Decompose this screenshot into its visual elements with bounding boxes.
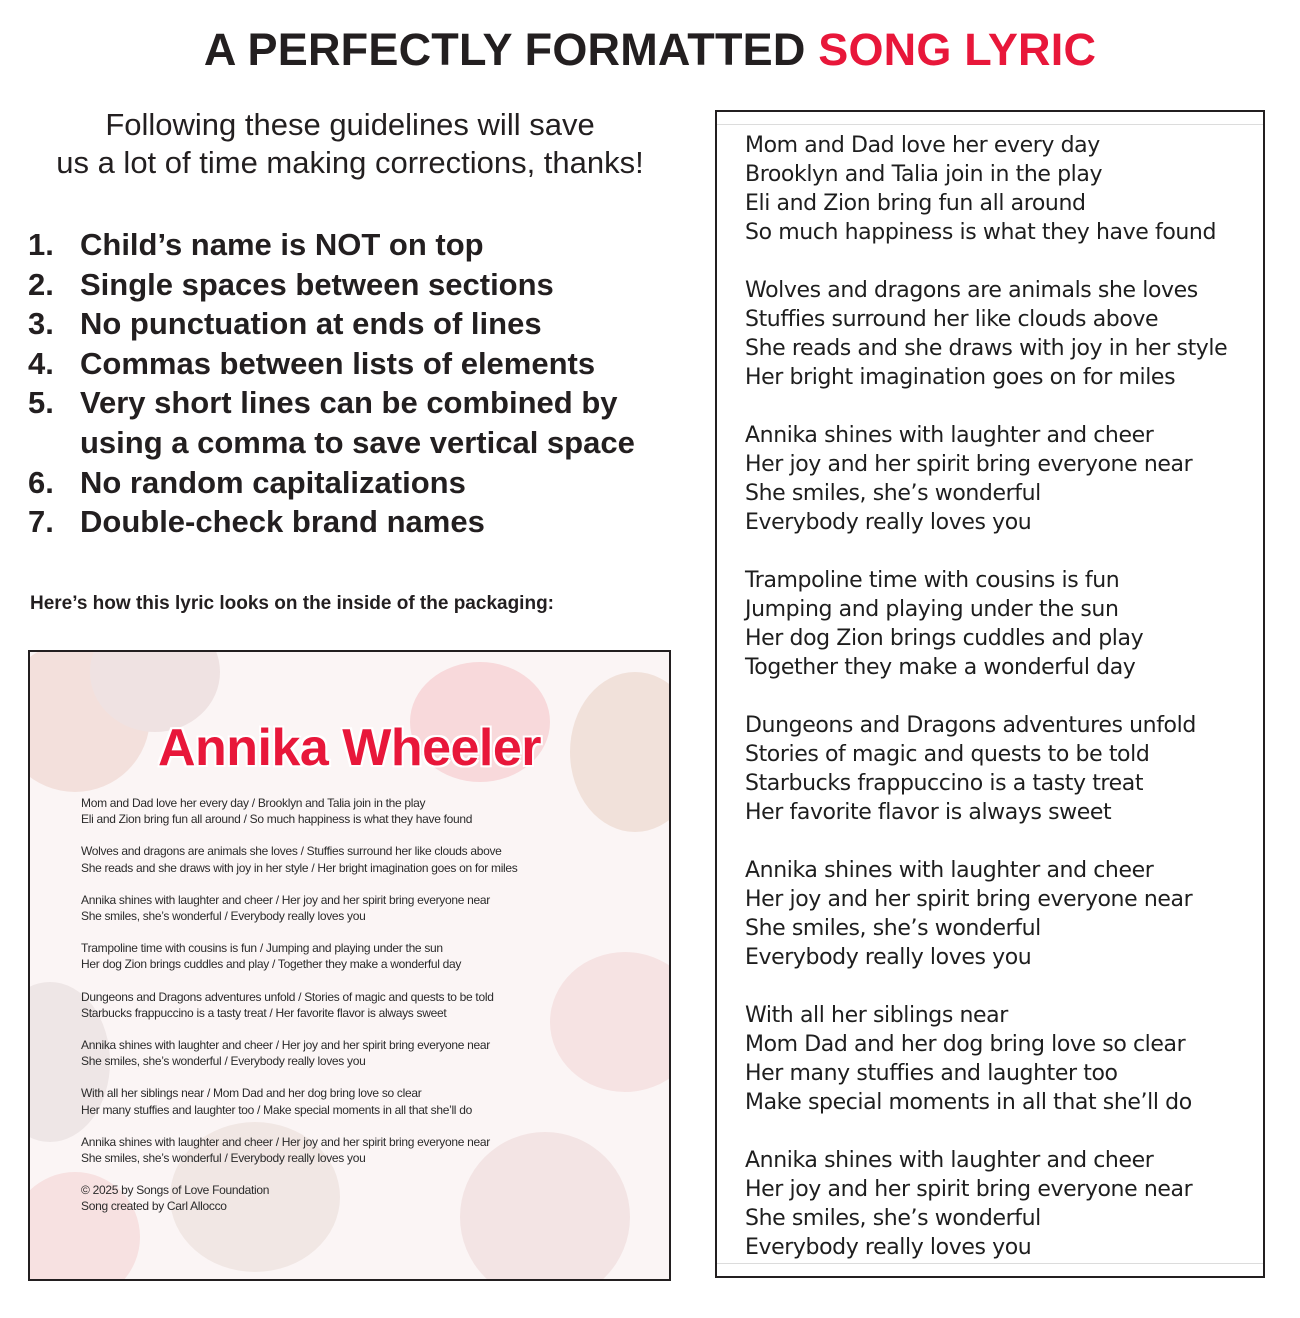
lyric-line: With all her siblings near — [745, 1003, 1008, 1028]
packaging-line: She smiles, she’s wonderful / Everybody really loves you — [81, 909, 366, 924]
lyric-stanza — [745, 131, 1260, 247]
packaging-line: She reads and she draws with joy in her style / Her bright imagination goes on for miles — [81, 860, 518, 875]
intro-line: Following these guidelines will save — [105, 107, 595, 142]
guideline-line: Child’s name is NOT on top — [80, 227, 484, 262]
guideline-line: Commas between lists of elements — [80, 345, 596, 381]
guideline-number: 5. — [28, 385, 54, 421]
lyric-document — [715, 110, 1265, 1278]
packaging-caption: Here’s how this lyric looks on the inside of the packaging: — [30, 593, 555, 614]
guideline-item — [28, 344, 688, 384]
packaging-line: Her many stuffies and laughter too / Make special moments in all that she’ll do — [81, 1102, 472, 1117]
packaging-line: © 2025 by Songs of Love Foundation — [81, 1183, 270, 1198]
lyric-line: Mom and Dad love her every day — [745, 133, 1100, 158]
lyric-line: Mom Dad and her dog bring love so clear — [745, 1032, 1186, 1057]
title-main: A PERFECTLY FORMATTED — [203, 24, 806, 75]
lyric-stanza — [745, 856, 1260, 972]
guideline-number: 7. — [28, 504, 54, 540]
lyric-line: Jumping and playing under the sun — [745, 597, 1119, 622]
title-accent: SONG LYRIC — [818, 24, 1097, 75]
guideline-line: Double-check brand names — [80, 504, 485, 540]
packaging-line: Annika shines with laughter and cheer / Her joy and her spirit bring everyone near — [81, 1038, 490, 1053]
guideline-item — [28, 304, 688, 344]
guideline-line: Single spaces between sections — [80, 266, 554, 302]
guideline-number: 4. — [28, 345, 54, 381]
guideline-text — [80, 383, 688, 462]
intro-line: us a lot of time making corrections, thanks! — [56, 145, 644, 180]
guideline-text — [80, 304, 688, 344]
intro-text — [30, 106, 670, 182]
top-rule — [717, 124, 1263, 125]
guideline-text — [80, 502, 688, 542]
lyric-line: Her favorite flavor is always sweet — [745, 800, 1112, 825]
lyric-line: Annika shines with laughter and cheer — [745, 423, 1154, 448]
lyric-line: Eli and Zion bring fun all around — [745, 191, 1086, 216]
lyric-stanza — [745, 276, 1260, 392]
guideline-number: 2. — [28, 266, 54, 302]
lyric-line: Trampoline time with cousins is fun — [745, 568, 1120, 593]
lyric-stanza — [745, 711, 1260, 827]
guideline-text — [80, 344, 688, 384]
lyric-line: Dungeons and Dragons adventures unfold — [745, 713, 1196, 738]
lyric-stanza — [745, 421, 1260, 537]
lyric-line: Make special moments in all that she’ll do — [745, 1090, 1192, 1115]
packaging-line: Song created by Carl Allocco — [81, 1199, 227, 1214]
lyric-line: Her joy and her spirit bring everyone near — [745, 1177, 1193, 1202]
lyric-line: Stuffies surround her like clouds above — [745, 307, 1159, 332]
lyric-line: Starbucks frappuccino is a tasty treat — [745, 771, 1144, 796]
lyric-line: Her joy and her spirit bring everyone near — [745, 452, 1193, 477]
packaging-child-name: Annika Wheeler — [157, 719, 542, 777]
packaging-line: Dungeons and Dragons adventures unfold / Stories of magic and quests to be told — [81, 989, 494, 1004]
lyric-line: So much happiness is what they have found — [745, 220, 1217, 245]
packaging-lyric — [81, 795, 641, 1231]
packaging-line: She smiles, she’s wonderful / Everybody really loves you — [81, 1151, 366, 1166]
guideline-list — [28, 225, 688, 542]
packaging-credits — [81, 1182, 641, 1214]
lyric-line: Together they make a wonderful day — [745, 655, 1136, 680]
packaging-stanza — [81, 940, 641, 972]
lyric-line: Everybody really loves you — [745, 945, 1032, 970]
lyric-line: Everybody really loves you — [745, 1235, 1032, 1260]
lyric-stanza — [745, 1001, 1260, 1117]
lyric-text — [745, 131, 1260, 1291]
lyric-line: Annika shines with laughter and cheer — [745, 858, 1154, 883]
packaging-line: With all her siblings near / Mom Dad and her dog bring love so clear — [81, 1086, 422, 1101]
lyric-line: Everybody really loves you — [745, 510, 1032, 535]
guideline-line: Very short lines can be combined by — [80, 385, 618, 421]
lyric-line: Annika shines with laughter and cheer — [745, 1148, 1154, 1173]
lyric-line: Her dog Zion brings cuddles and play — [745, 626, 1144, 651]
page-title — [0, 24, 1300, 76]
lyric-stanza — [745, 566, 1260, 682]
lyric-line: She reads and she draws with joy in her style — [745, 336, 1228, 361]
packaging-preview — [28, 650, 671, 1281]
guideline-item — [28, 265, 688, 305]
packaging-stanza — [81, 892, 641, 924]
guideline-item — [28, 225, 688, 265]
lyric-line: Wolves and dragons are animals she loves — [745, 278, 1198, 303]
guideline-item — [28, 502, 688, 542]
packaging-stanza — [81, 1037, 641, 1069]
packaging-stanza — [81, 1085, 641, 1117]
lyric-line: Stories of magic and quests to be told — [745, 742, 1150, 767]
packaging-line: She smiles, she’s wonderful / Everybody really loves you — [81, 1054, 366, 1069]
guideline-item — [28, 463, 688, 503]
lyric-line: Her joy and her spirit bring everyone near — [745, 887, 1193, 912]
packaging-stanza — [81, 1134, 641, 1166]
guideline-line: No random capitalizations — [80, 464, 466, 500]
packaging-line: Annika shines with laughter and cheer / Her joy and her spirit bring everyone near — [81, 892, 490, 907]
packaging-line: Mom and Dad love her every day / Brooklyn and Talia join in the play — [81, 796, 426, 810]
packaging-stanza — [81, 795, 641, 827]
guideline-text — [80, 225, 688, 265]
lyric-line: Her bright imagination goes on for miles — [745, 365, 1176, 390]
guideline-line: No punctuation at ends of lines — [80, 306, 542, 342]
guideline-number: 1. — [28, 227, 54, 262]
guideline-item — [28, 383, 688, 462]
guideline-number: 3. — [28, 306, 54, 342]
guideline-text — [80, 265, 688, 305]
guideline-line: using a comma to save vertical space — [80, 424, 635, 460]
packaging-stanza — [81, 843, 641, 875]
lyric-line: Her many stuffies and laughter too — [745, 1061, 1118, 1086]
packaging-line: Annika shines with laughter and cheer / Her joy and her spirit bring everyone near — [81, 1134, 490, 1149]
packaging-line: Eli and Zion bring fun all around / So much happiness is what they have found — [81, 812, 473, 827]
lyric-stanza — [745, 1146, 1260, 1262]
guideline-text — [80, 463, 688, 503]
guideline-number: 6. — [28, 464, 54, 500]
packaging-line: Starbucks frappuccino is a tasty treat / Her favorite flavor is always sweet — [81, 1005, 447, 1020]
lyric-line: She smiles, she’s wonderful — [745, 1206, 1041, 1231]
packaging-line: Trampoline time with cousins is fun / Jumping and playing under the sun — [81, 941, 443, 956]
packaging-line: Wolves and dragons are animals she loves / Stuffies surround her like clouds above — [81, 844, 502, 859]
packaging-line: Her dog Zion brings cuddles and play / Together they make a wonderful day — [81, 957, 462, 972]
lyric-line: She smiles, she’s wonderful — [745, 916, 1041, 941]
lyric-line: Brooklyn and Talia join in the play — [745, 162, 1103, 187]
lyric-line: She smiles, she’s wonderful — [745, 481, 1041, 506]
packaging-stanza — [81, 989, 641, 1021]
